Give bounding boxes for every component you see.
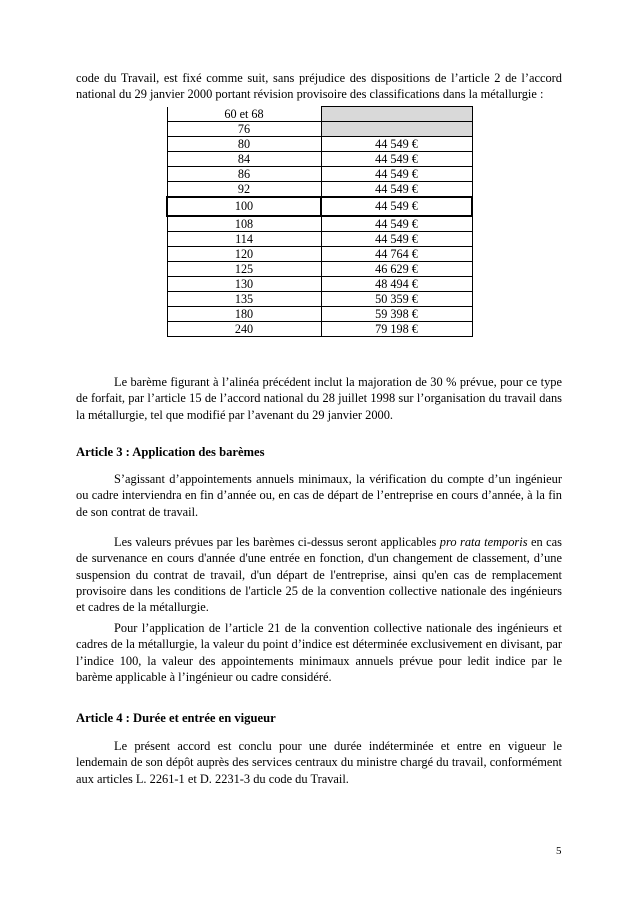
- article-3-paragraph-3: Pour l’application de l’article 21 de la convention collective nationale des ingénieurs et cadres de la métallurgie, la valeur du point d’indice est déterminée exclusivement en divisant, par l’indice 100, la valeur des appointements minimaux annuels prévue pour ledit indice par le barème applicable à l’ingénieur ou cadre considéré.: [76, 621, 562, 684]
- indice-cell: 240: [167, 322, 321, 337]
- indice-cell: 125: [167, 262, 321, 277]
- page-number: 5: [556, 845, 562, 857]
- table-row: [167, 292, 472, 307]
- paragraph-text: en cas de survenance en cours d'année d'une entrée en fonction, d'un changement de classement, d’une suspension du contrat de travail, d'un départ de l'entreprise, ainsi qu'en cas de remplacement provisoire dans les conditions de l'article 25 de la convention collective nationale des ingénieurs et cadres de la métallurgie.: [76, 535, 562, 615]
- montant-cell: 48 494 €: [321, 277, 472, 292]
- bareme-note-paragraph: Le barème figurant à l’alinéa précédent inclut la majoration de 30 % prévue, pour ce type de forfait, par l’article 15 de l’accord national du 28 juillet 1998 sur l’organisation du travail dans la métallurgie, tel que modifié par l’avenant du 29 janvier 2000.: [76, 375, 562, 422]
- article-4-paragraph-1: Le présent accord est conclu pour une durée indéterminée et entre en vigueur le lendemain de son dépôt auprès des services centraux du ministre chargé du travail, conformément aux articles L. 2261-1 et D. 2231-3 du code du Travail.: [76, 739, 562, 786]
- montant-cell: 44 549 €: [321, 137, 472, 152]
- indice-cell: 92: [167, 182, 321, 198]
- indice-cell: 114: [167, 232, 321, 247]
- montant-cell: 44 764 €: [321, 247, 472, 262]
- table-row: [167, 277, 472, 292]
- indice-cell: 84: [167, 152, 321, 167]
- table-row: [167, 307, 472, 322]
- table-row: [167, 122, 472, 137]
- montant-cell: 44 549 €: [321, 152, 472, 167]
- table-row: [167, 216, 472, 232]
- montant-cell: 46 629 €: [321, 262, 472, 277]
- montant-cell: 44 549 €: [321, 182, 472, 198]
- table-row: [167, 232, 472, 247]
- table-row: [167, 137, 472, 152]
- table-row: [167, 152, 472, 167]
- article-4-heading: Article 4 : Durée et entrée en vigueur: [76, 711, 276, 725]
- indice-cell: 80: [167, 137, 321, 152]
- indice-cell: 86: [167, 167, 321, 182]
- indice-cell: 120: [167, 247, 321, 262]
- bareme-table: [166, 106, 473, 337]
- table-row: [167, 107, 472, 122]
- indice-cell: 135: [167, 292, 321, 307]
- article-3-paragraph-1: S’agissant d’appointements annuels minimaux, la vérification du compte d’un ingénieur ou cadre interviendra en fin d’année ou, en cas de départ de l’entreprise en cours d’année, à la fin de son contrat de travail.: [76, 472, 562, 519]
- table-row: [167, 322, 472, 337]
- indice-cell: 180: [167, 307, 321, 322]
- montant-cell: 44 549 €: [321, 216, 472, 232]
- montant-cell: 79 198 €: [321, 322, 472, 337]
- montant-cell: 44 549 €: [321, 232, 472, 247]
- indice-cell: 76: [167, 122, 321, 137]
- table-row: [167, 247, 472, 262]
- table-row: [167, 182, 472, 198]
- montant-cell: 44 549 €: [321, 197, 472, 216]
- indice-cell: 60 et 68: [167, 107, 321, 122]
- montant-cell: [321, 107, 472, 122]
- indice-cell: 100: [167, 197, 321, 216]
- montant-cell: 59 398 €: [321, 307, 472, 322]
- table-row: [167, 262, 472, 277]
- article-3-paragraph-2: [76, 534, 562, 615]
- indice-cell: 108: [167, 216, 321, 232]
- indice-cell: 130: [167, 277, 321, 292]
- italic-term: pro rata temporis: [439, 535, 528, 549]
- article-3-heading: Article 3 : Application des barèmes: [76, 445, 265, 459]
- intro-paragraph: code du Travail, est fixé comme suit, sans préjudice des dispositions de l’article 2 de l’accord national du 29 janvier 2000 portant révision provisoire des classifications dans la métallurgie :: [76, 71, 562, 102]
- table-row-highlighted: [167, 197, 472, 216]
- montant-cell: [321, 122, 472, 137]
- montant-cell: 44 549 €: [321, 167, 472, 182]
- table-row: [167, 167, 472, 182]
- paragraph-text: Les valeurs prévues par les barèmes ci-dessus seront applicables: [114, 535, 440, 549]
- montant-cell: 50 359 €: [321, 292, 472, 307]
